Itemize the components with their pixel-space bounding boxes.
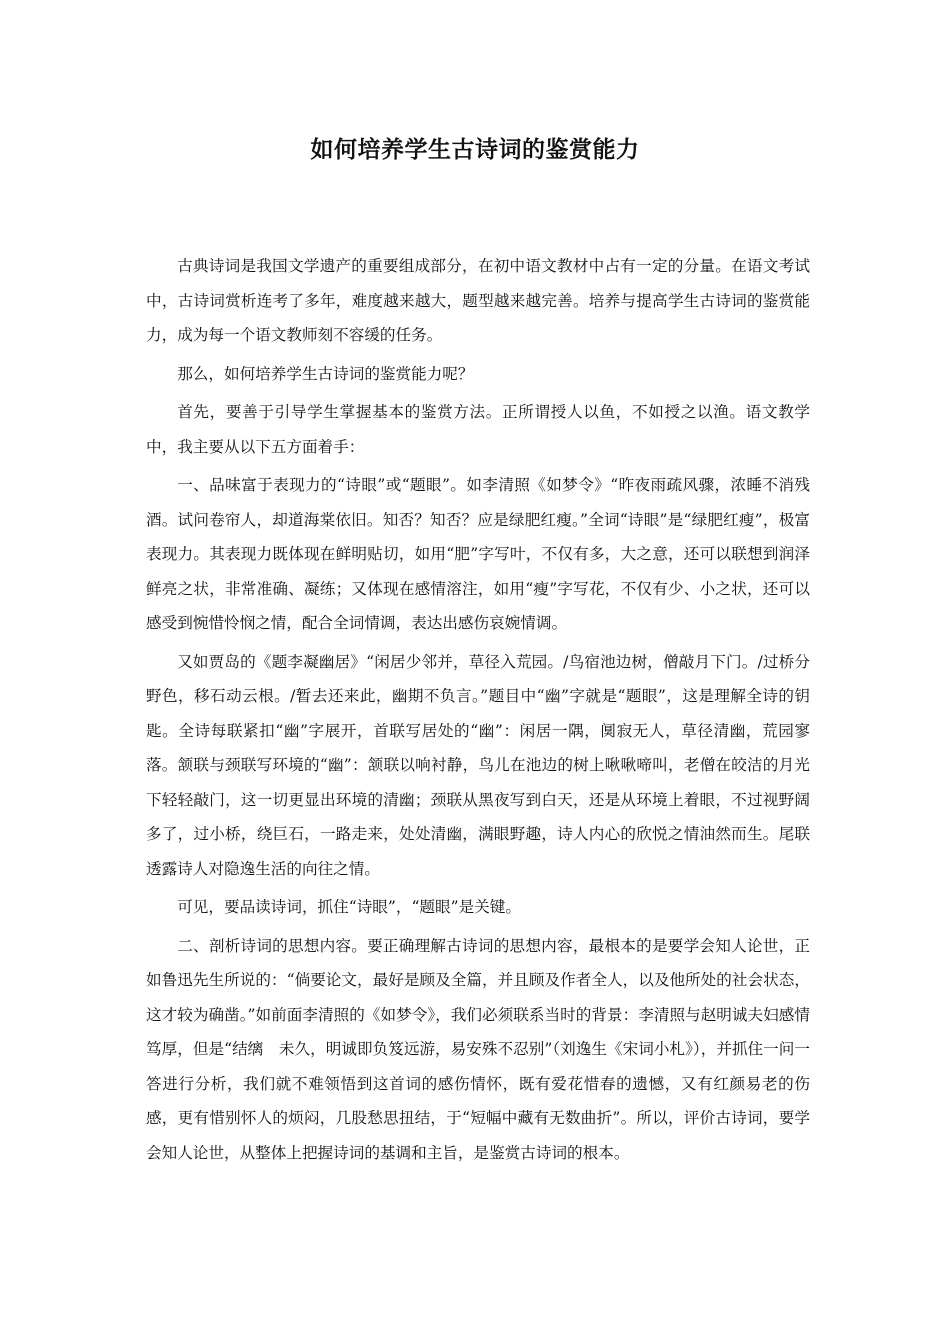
paragraph: 那么，如何培养学生古诗词的鉴赏能力呢？ xyxy=(177,364,474,383)
paragraph: 古典诗词是我国文学遗产的重要组成部分，在初中语文教材中占有一定的分量。在语文考试中，古诗词赏析连考了多年，难度越来越大，题型越来越完善。培养与提高学生古诗词的鉴赏能力，成为每一个语文教师刻不容缓的任务。 xyxy=(146,257,810,344)
paragraph: 又如贾岛的《题李凝幽居》“闲居少邻并，草径入荒园。/鸟宿池边树，僧敲月下门。/过桥分野色，移石动云根。/暂去还来此，幽期不负言。”题目中“幽”字就是“题眼”，这是理解全诗的钥匙。全诗每联紧扣“幽”字展开，首联写居处的“幽”：闲居一隅，阒寂无人，草径清幽，荒园寥落。颔联与颈联写环境的“幽”：颔联以响衬静，鸟儿在池边的树上啾啾啼叫，老僧在皎洁的月光下轻轻敲门，这一切更显出环境的清幽；颈联从黑夜写到白天，还是从环境上着眼，不过视野阔多了，过小桥，绕巨石，一路走来，处处清幽，满眼野趣，诗人内心的欣悦之情油然而生。尾联透露诗人对隐逸生活的向往之情。 xyxy=(146,652,810,878)
paragraph: 可见，要品读诗词，抓住“诗眼”，“题眼”是关键。 xyxy=(177,898,521,916)
paragraph: 一、品味富于表现力的“诗眼”或“题眼”。如李清照《如梦令》“昨夜雨疏风骤，浓睡不消残酒。试问卷帘人，却道海棠依旧。知否？知否？应是绿肥红瘦。”全词“诗眼”是“绿肥红瘦”，极富表现力。其表现力既体现在鲜明贴切，如用“肥”字写叶，不仅有多，大之意，还可以联想到润泽鲜亮之状，非常准确、凝练；又体现在感情溶注，如用“瘦”字写花，不仅有少、小之状，还可以感受到惋惜怜悯之情，配合全词情调，表达出感伤哀婉情调。 xyxy=(146,476,810,632)
paragraph: 首先，要善于引导学生掌握基本的鉴赏方法。正所谓授人以鱼，不如授之以渔。语文教学中，我主要从以下五方面着手： xyxy=(146,403,810,456)
document-title: 如何培养学生古诗词的鉴赏能力 xyxy=(310,136,640,163)
paragraph: 二、剖析诗词的思想内容。要正确理解古诗词的思想内容，最根本的是要学会知人论世，正如鲁迅先生所说的：“倘要论文，最好是顾及全篇，并且顾及作者全人，以及他所处的社会状态，这才较为确凿。”如前面李清照的《如梦令》，我们必须联系当时的背景：李清照与赵明诚夫妇感情笃厚，但是“结缡 未久，明诚即负笈远游，易安殊不忍别”（刘逸生《宋词小札》），并抓住一问一答进行分析，我们就不难领悟到这首词的感伤情怀，既有爱花惜春的遗憾，又有红颜易老的伤感，更有惜别怀人的烦闷，几股愁思扭结，于“短幅中藏有无数曲折”。所以，评价古诗词，要学会知人论世，从整体上把握诗词的基调和主旨，是鉴赏古诗词的根本。 xyxy=(146,936,810,1162)
document-body xyxy=(146,249,810,1174)
